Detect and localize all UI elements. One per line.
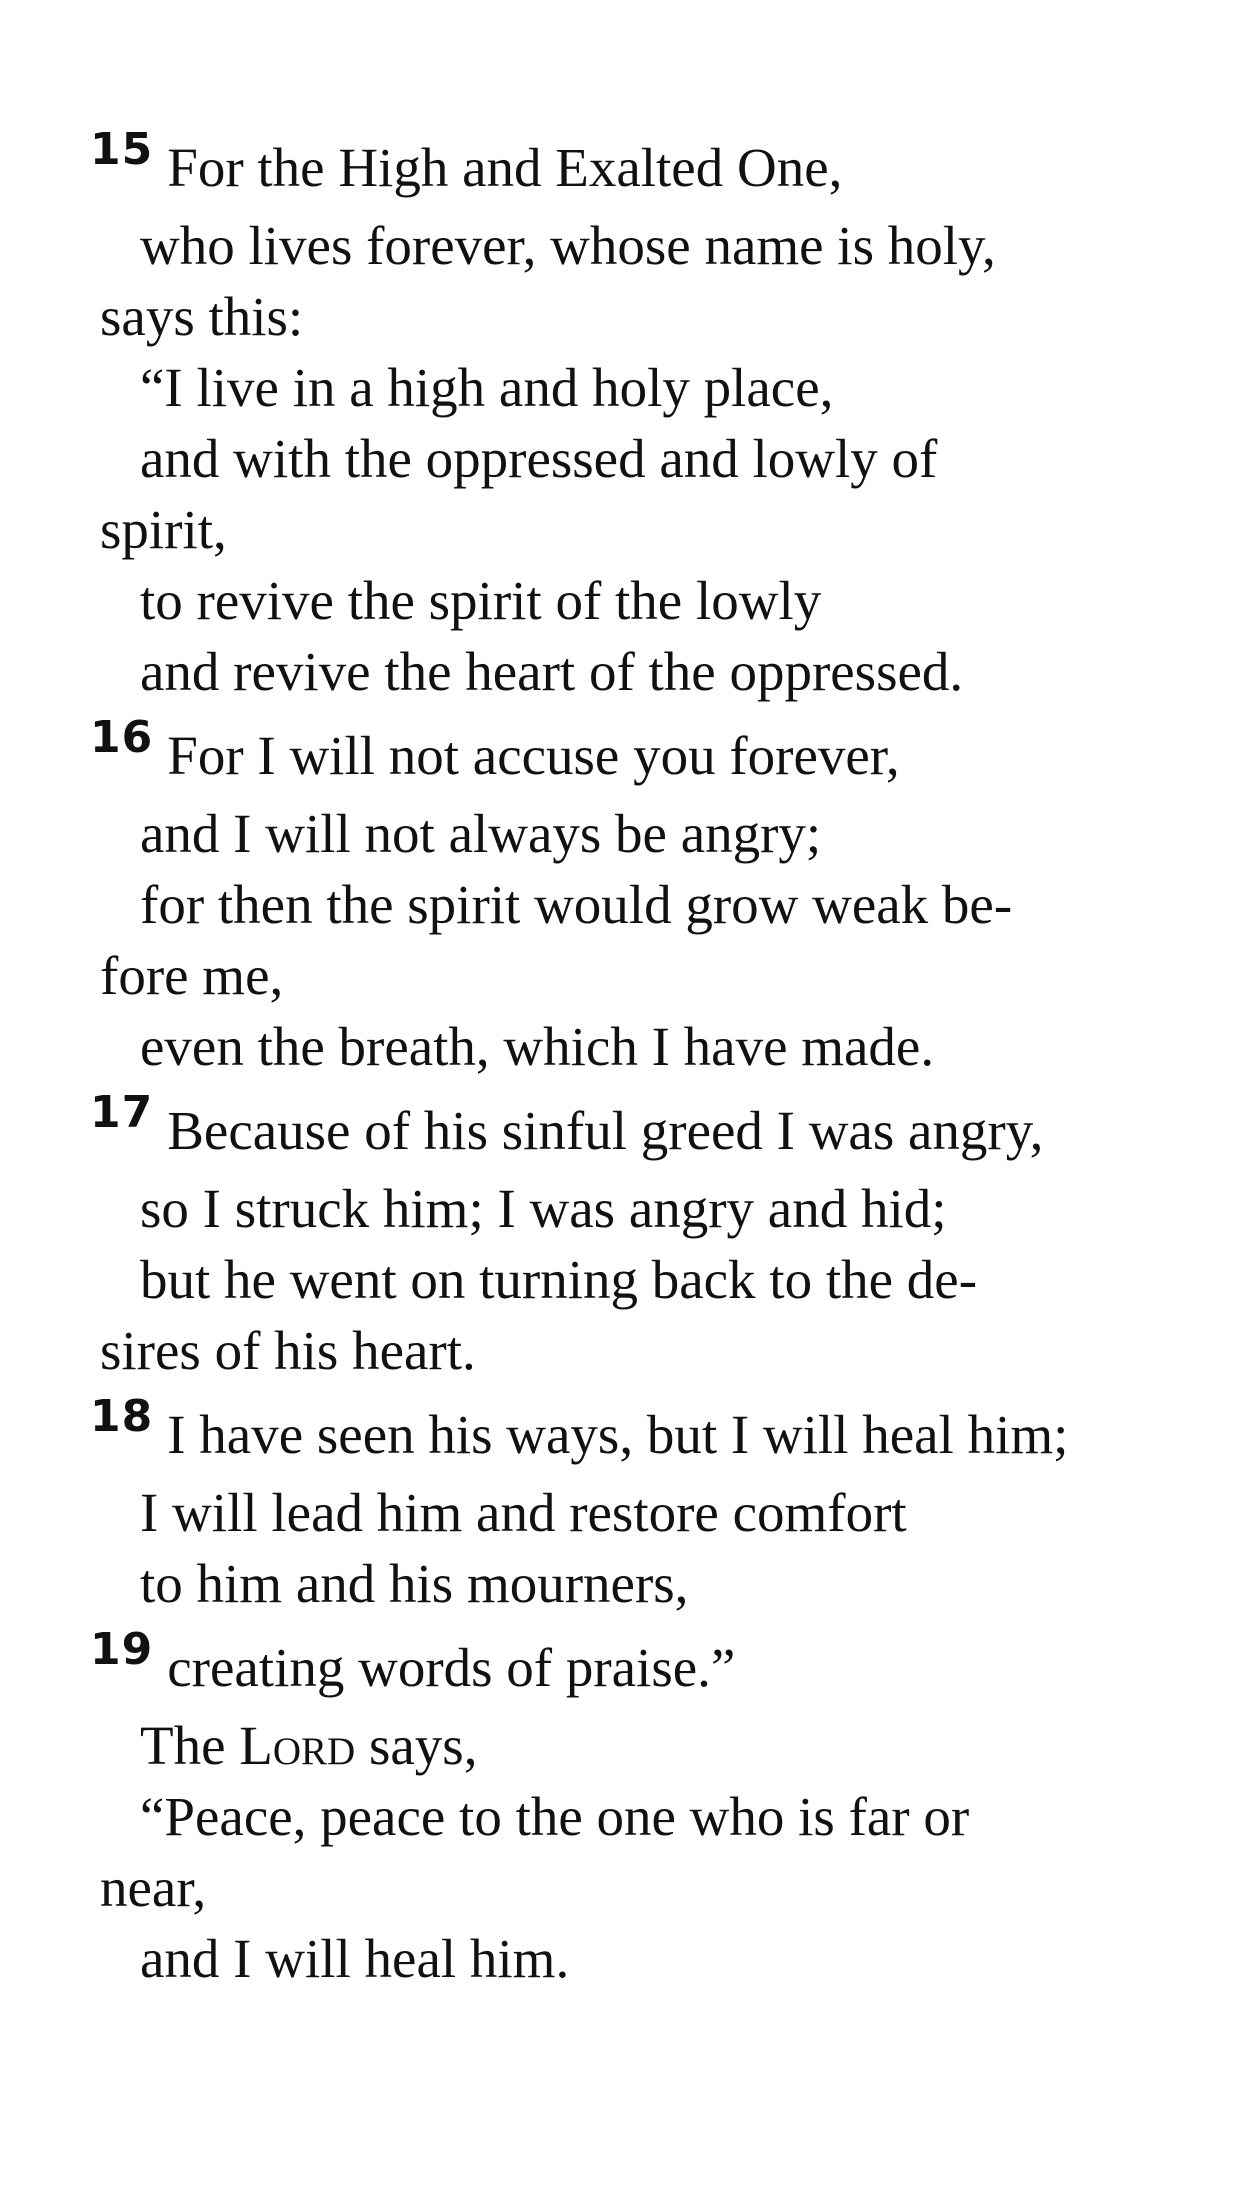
verse-text: For I will not accuse you forever, bbox=[167, 725, 900, 786]
verse-18-line-3: to him and his mourners, bbox=[140, 1553, 689, 1614]
verse-19-line-1 bbox=[90, 1624, 736, 1708]
verse-text: For the High and Exalted One, bbox=[167, 137, 843, 198]
verse-19-line-2 bbox=[140, 1710, 477, 1782]
verse-16-line-4: fore me, bbox=[100, 945, 284, 1006]
verse-15-line-6: spirit, bbox=[100, 499, 227, 560]
verse-15-line-1 bbox=[90, 124, 843, 208]
verse-17-line-3: but he went on turning back to the de- bbox=[140, 1249, 978, 1310]
verse-15-line-2: who lives forever, whose name is holy, bbox=[140, 215, 996, 276]
verse-number: 15 bbox=[90, 124, 154, 175]
verse-number: 16 bbox=[90, 712, 154, 763]
verse-text: creating words of praise.” bbox=[167, 1637, 736, 1698]
verse-15-line-8: and revive the heart of the oppressed. bbox=[140, 641, 964, 702]
verse-18-line-2: I will lead him and restore comfort bbox=[140, 1482, 907, 1543]
verse-15-line-3: says this: bbox=[100, 286, 304, 347]
verse-19-line-4: near, bbox=[100, 1857, 207, 1918]
verse-15-line-7: to revive the spirit of the lowly bbox=[140, 570, 822, 631]
verse-16-line-2: and I will not always be angry; bbox=[140, 803, 822, 864]
verse-text: I have seen his ways, but I will heal him; bbox=[167, 1404, 1069, 1465]
divine-name-lord: Lord bbox=[239, 1715, 356, 1776]
verse-17-line-4: sires of his heart. bbox=[100, 1320, 476, 1381]
verse-18-line-1 bbox=[90, 1391, 1069, 1475]
text-segment: The bbox=[140, 1715, 240, 1776]
verse-15-line-4: “I live in a high and holy place, bbox=[140, 357, 834, 418]
verse-16-line-1 bbox=[90, 712, 900, 796]
verse-17-line-1 bbox=[90, 1087, 1044, 1171]
verse-16-line-3: for then the spirit would grow weak be- bbox=[140, 874, 1013, 935]
verse-19-line-3: “Peace, peace to the one who is far or bbox=[140, 1786, 970, 1847]
verse-16-line-5: even the breath, which I have made. bbox=[140, 1016, 935, 1077]
verse-number: 19 bbox=[90, 1624, 154, 1675]
verse-17-line-2: so I struck him; I was angry and hid; bbox=[140, 1178, 947, 1239]
verse-19-line-5: and I will heal him. bbox=[140, 1928, 570, 1989]
verse-text: Because of his sinful greed I was angry, bbox=[167, 1100, 1044, 1161]
verse-15-line-5: and with the oppressed and lowly of bbox=[140, 428, 938, 489]
verse-number: 18 bbox=[90, 1391, 154, 1442]
text-segment: says, bbox=[355, 1715, 478, 1776]
verse-number: 17 bbox=[90, 1087, 154, 1138]
